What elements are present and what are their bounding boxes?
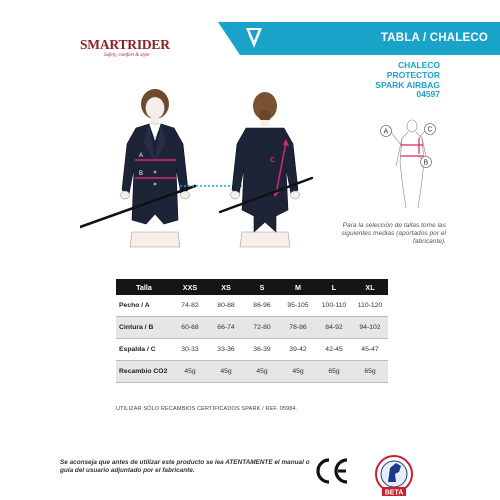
page-title: TABLA / CHALECO [380, 32, 488, 44]
table-cell: 45g [244, 361, 280, 383]
table-cell: 42-45 [316, 339, 352, 361]
front-label-b: B [139, 171, 144, 177]
front-label-a: A [139, 153, 144, 159]
measurement-note: Para la selección de tallas tome las siguientes medias (aportados por el fabricante). [341, 222, 446, 246]
table-cell: 100-110 [316, 295, 352, 317]
table-cell: 65g [352, 361, 388, 383]
body-label-b: B [423, 159, 429, 167]
ce-mark-icon [314, 456, 350, 486]
column-header: S [244, 279, 280, 295]
table-cell: 78-86 [280, 317, 316, 339]
footnote: UTILIZAR SÓLO RECAMBIOS CERTIFICADOS SPARK / REF. 05984. [116, 406, 298, 412]
table-cell: 80-88 [208, 295, 244, 317]
table-cell: 94-102 [352, 317, 388, 339]
table-cell: 36-39 [244, 339, 280, 361]
column-header: XL [352, 279, 388, 295]
table-cell: 95-105 [280, 295, 316, 317]
body-diagram [378, 118, 438, 210]
table-cell: 86-96 [244, 295, 280, 317]
table-cell: 65g [316, 361, 352, 383]
product-title [330, 61, 440, 100]
table-header-row [116, 279, 388, 295]
column-header: Talla [116, 279, 172, 295]
row-label: Recambio CO2 [116, 361, 172, 383]
table-cell: 110-120 [352, 295, 388, 317]
body-label-c: C [427, 126, 433, 134]
product-ref: 04597 [416, 89, 440, 100]
table-cell: 84-92 [316, 317, 352, 339]
table-cell: 45g [280, 361, 316, 383]
product-line: CHALECO [397, 60, 440, 70]
table-cell: 45g [208, 361, 244, 383]
table-row [116, 295, 388, 317]
row-label: Espalda / C [116, 339, 172, 361]
table-cell: 45g [172, 361, 208, 383]
brand-tagline: Safety, comfort & style [104, 53, 150, 58]
table-cell: 30-33 [172, 339, 208, 361]
row-label: Pecho / A [116, 295, 172, 317]
back-label-c: C [270, 157, 276, 164]
table-cell: 39-42 [280, 339, 316, 361]
front-figure [121, 89, 190, 247]
table-cell: 72-80 [244, 317, 280, 339]
product-line: PROTECTOR [386, 69, 440, 80]
size-table [116, 279, 388, 383]
back-figure [231, 92, 300, 247]
beta-certification-icon [372, 454, 416, 498]
brand-logo [80, 38, 200, 59]
table-cell: 33-36 [208, 339, 244, 361]
row-label: Cintura / B [116, 317, 172, 339]
table-row [116, 317, 388, 339]
column-header: L [316, 279, 352, 295]
column-header: XXS [172, 279, 208, 295]
column-header: M [280, 279, 316, 295]
product-line: SPARK AIRBAG [375, 79, 440, 90]
table-row [116, 339, 388, 361]
table-row [116, 361, 388, 383]
brand-name: SMARTRIDER [80, 37, 170, 52]
table-cell: 45-47 [352, 339, 388, 361]
column-header: XS [208, 279, 244, 295]
header-banner [218, 22, 500, 55]
table-cell: 74-82 [172, 295, 208, 317]
beta-label: BETA [384, 489, 404, 497]
table-cell: 66-74 [208, 317, 244, 339]
table-cell: 60-68 [172, 317, 208, 339]
jacket-illustration [80, 82, 330, 252]
body-label-a: A [383, 128, 389, 136]
advice-text: Se aconseja que antes de utilizar este producto se lea ATENTAMENTE el manual o guía del usuario adjuntado por el fabricante. [60, 459, 310, 475]
